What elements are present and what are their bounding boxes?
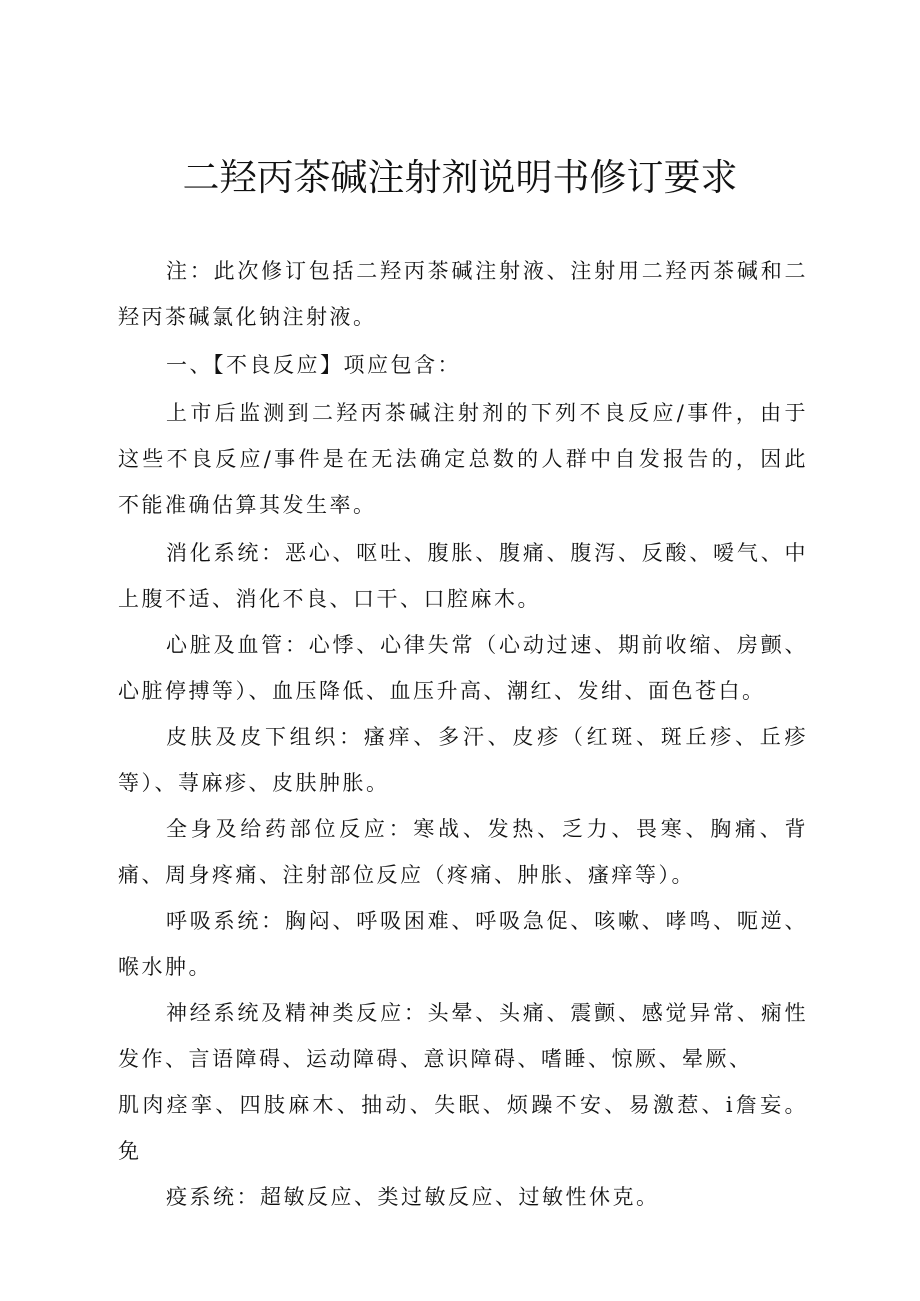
category-systemic: 全身及给药部位反应：寒战、发热、乏力、畏寒、胸痛、背痛、周身疼痛、注射部位反应（疼痛、肿胀、瘙痒等）。 [118, 817, 808, 887]
neuro-line-2: 肌肉痉挛、四肢麻木、抽动、失眠、烦躁不安、易激惹、i詹妄。免 [118, 1093, 808, 1163]
neuro-line-1: 神经系统及精神类反应：头晕、头痛、震颤、感觉异常、痫性发作、言语障碍、运动障碍、意识障碍、嗜睡、惊厥、晕厥、 [118, 1001, 808, 1071]
category-cardiovascular: 心脏及血管：心悸、心律失常（心动过速、期前收缩、房颤、心脏停搏等）、血压降低、血压升高、潮红、发绀、面色苍白。 [118, 633, 808, 703]
category-skin: 皮肤及皮下组织：瘙痒、多汗、皮疹（红斑、斑丘疹、丘疹等）、荨麻疹、皮肤肿胀。 [118, 725, 808, 795]
neuro-line-3: 疫系统：超敏反应、类过敏反应、过敏性休克。 [166, 1185, 660, 1209]
adverse-reaction-intro: 上市后监测到二羟丙茶碱注射剂的下列不良反应/事件，由于这些不良反应/事件是在无法确定总数的人群中自发报告的，因此不能准确估算其发生率。 [118, 401, 808, 517]
document-body [118, 248, 808, 1220]
category-digestive: 消化系统：恶心、呕吐、腹胀、腹痛、腹泻、反酸、嗳气、中上腹不适、消化不良、口干、口腔麻木。 [118, 541, 808, 611]
category-respiratory: 呼吸系统：胸闷、呼吸困难、呼吸急促、咳嗽、哮鸣、呃逆、喉水肿。 [118, 909, 808, 979]
document-title: 二羟丙茶碱注射剂说明书修订要求 [182, 156, 738, 199]
section-heading: 一、【不良反应】项应包含： [166, 353, 461, 377]
revision-note: 注：此次修订包括二羟丙茶碱注射液、注射用二羟丙茶碱和二羟丙茶碱氯化钠注射液。 [118, 259, 808, 329]
category-neuro-immune [118, 990, 808, 1220]
